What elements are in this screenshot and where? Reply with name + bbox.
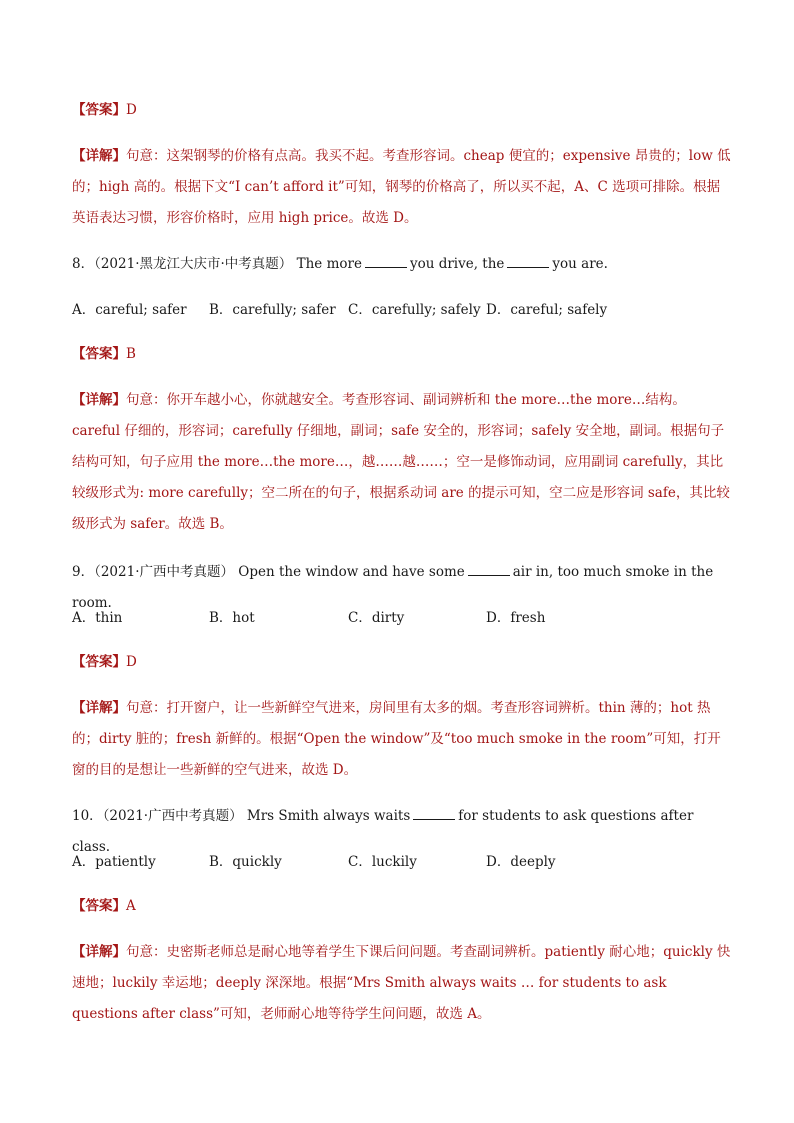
answer-blank bbox=[507, 255, 549, 268]
question-source: （2021·广西中考真题） bbox=[102, 808, 243, 824]
answer-value: B bbox=[126, 346, 136, 362]
question-stem-a: The more bbox=[296, 256, 362, 272]
option-b: B．carefully; safer bbox=[209, 302, 336, 318]
option-d: D．careful; safely bbox=[486, 302, 608, 318]
detail-text: 句意：你开车越小心，你就越安全。考查形容词、副词辨析和 the more…the more…结构。careful 仔细的，形容词；carefully 仔细地，副词；safe 安全的，形容词；safely 安全地，副词。根据句子结构可知，句子应用 the more…the more…，越……越……；空一是修饰动词，应用副词 carefully，其比较级形式为: more carefully；空二所在的句子，根据系动词 are 的提示可知，空二应是形容词 safe，其比较级形式为 safer。故选 B。 bbox=[72, 392, 730, 532]
answer-value: A bbox=[126, 898, 136, 914]
detail-label: 【详解】 bbox=[72, 392, 126, 408]
answer-line bbox=[72, 891, 732, 922]
question-stem-b: for students to ask questions after class. bbox=[72, 808, 694, 855]
question-number: 10． bbox=[72, 808, 103, 824]
option-c: C．luckily bbox=[348, 854, 417, 870]
option-c: C．carefully; safely bbox=[348, 302, 481, 318]
option-a: A．patiently bbox=[72, 854, 156, 870]
option-d: D．fresh bbox=[486, 610, 546, 626]
detail-text: 句意：打开窗户，让一些新鲜空气进来，房间里有太多的烟。考查形容词辨析。thin 薄的；hot 热的；dirty 脏的；fresh 新鲜的。根据“Open the window”及“too much smoke in the room”可知，打开窗的目的是想让一些新鲜的空气进来，故选 D。 bbox=[72, 700, 721, 778]
answer-line bbox=[72, 339, 732, 370]
detail-label: 【详解】 bbox=[72, 700, 126, 716]
detail-paragraph bbox=[72, 385, 732, 540]
answer-line bbox=[72, 647, 732, 678]
answer-line bbox=[72, 95, 732, 126]
answer-value: D bbox=[126, 102, 137, 118]
detail-paragraph bbox=[72, 693, 732, 786]
question-number: 8． bbox=[72, 256, 95, 272]
option-b: B．hot bbox=[209, 610, 255, 626]
question-source: （2021·广西中考真题） bbox=[94, 564, 234, 580]
option-d: D．deeply bbox=[486, 854, 556, 870]
question-stem-b: air in, too much smoke in the room. bbox=[72, 564, 714, 611]
detail-label: 【详解】 bbox=[72, 148, 126, 164]
question-stem-a: Mrs Smith always waits bbox=[246, 808, 411, 824]
answer-blank bbox=[468, 563, 510, 576]
question-stem-a: Open the window and have some bbox=[238, 564, 465, 580]
question-number: 9． bbox=[72, 564, 95, 580]
detail-text: 句意：史密斯老师总是耐心地等着学生下课后问问题。考查副词辨析。patiently 耐心地；quickly 快速地；luckily 幸运地；deeply 深深地。根据“Mrs Smith always waits … for students to ask questions after class”可知，老师耐心地等待学生问问题，故选 A。 bbox=[72, 944, 731, 1022]
question-8 bbox=[72, 249, 732, 280]
option-a: A．careful; safer bbox=[72, 302, 187, 318]
answer-blank bbox=[413, 807, 455, 820]
answer-label: 【答案】 bbox=[72, 346, 126, 362]
detail-text: 句意：这架钢琴的价格有点高。我买不起。考查形容词。cheap 便宜的；expensive 昂贵的；low 低的；high 高的。根据下文“I can’t afford it”可知，钢琴的价格高了，所以买不起，A、C 选项可排除。根据英语表达习惯，形容价格时，应用 high price。故选 D。 bbox=[72, 148, 731, 226]
answer-label: 【答案】 bbox=[72, 102, 126, 118]
answer-blank bbox=[365, 255, 407, 268]
detail-paragraph bbox=[72, 937, 732, 1030]
answer-label: 【答案】 bbox=[72, 898, 126, 914]
question-stem-b: you drive, the bbox=[409, 256, 505, 272]
option-c: C．dirty bbox=[348, 610, 405, 626]
answer-label: 【答案】 bbox=[72, 654, 126, 670]
option-a: A．thin bbox=[72, 610, 123, 626]
answer-value: D bbox=[126, 654, 137, 670]
detail-paragraph bbox=[72, 141, 732, 234]
detail-label: 【详解】 bbox=[72, 944, 126, 960]
question-stem-c: you are. bbox=[552, 256, 608, 272]
option-b: B．quickly bbox=[209, 854, 282, 870]
question-source: （2021·黑龙江大庆市·中考真题） bbox=[94, 256, 293, 272]
